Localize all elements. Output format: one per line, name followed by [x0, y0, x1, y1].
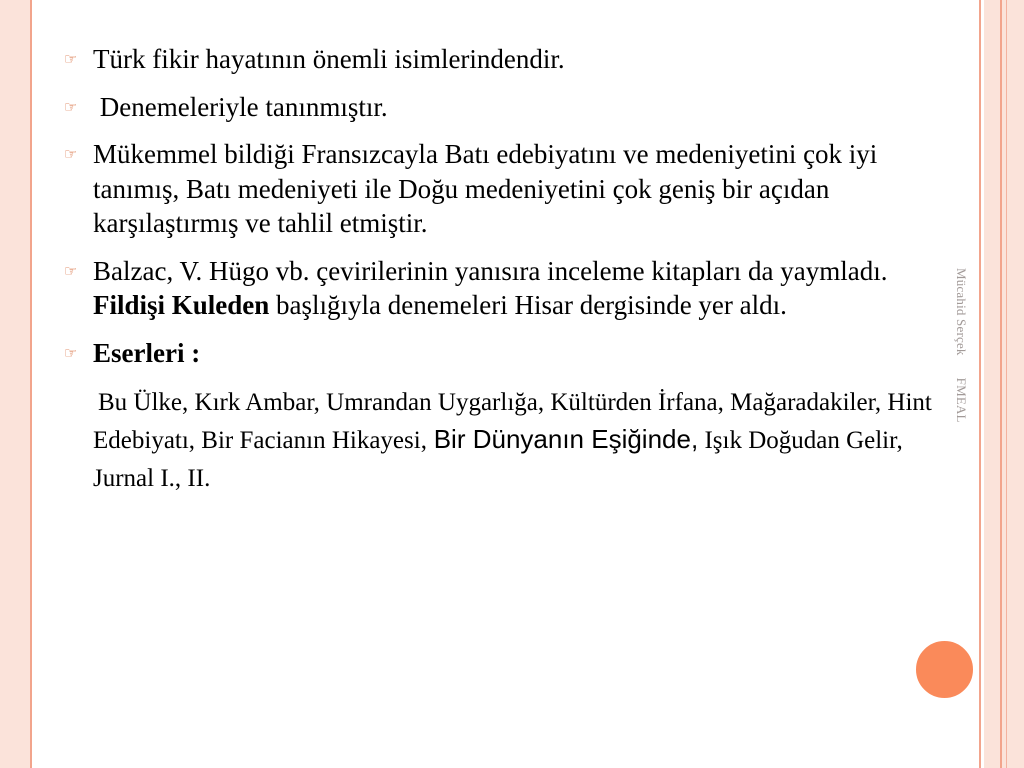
- bullet-item: [60, 137, 940, 241]
- left-border-band: [0, 0, 30, 768]
- bullet-text: Türk fikir hayatının önemli isimlerindendir.: [93, 44, 565, 74]
- bullet-item: [60, 254, 940, 323]
- slide-content: [60, 42, 940, 497]
- right-border-band: [984, 0, 1024, 768]
- pointing-hand-icon: ☞: [64, 261, 78, 280]
- works-text-2: Bir Dünyanın Eşiğinde,: [433, 424, 699, 454]
- right-border-line-inner: [979, 0, 981, 768]
- accent-dot: [914, 639, 975, 700]
- bullet-text-start: Balzac, V. Hügo vb. çevirilerinin yanısıra inceleme kitapları da yaymladı.: [93, 255, 888, 286]
- right-border-line-outer: [1006, 0, 1007, 768]
- pointing-hand-icon: ☞: [64, 97, 78, 116]
- side-note: [953, 268, 969, 423]
- left-border-line: [30, 0, 32, 768]
- works-text-3: Işık Doğudan Gelir, Jurnal I., II.: [93, 427, 903, 492]
- department-name: FMEAL: [954, 377, 969, 423]
- pointing-hand-icon: ☞: [64, 50, 78, 68]
- right-border-line-middle: [1000, 0, 1002, 768]
- bullet-text: Mükemmel bildiği Fransızcayla Batı edebiyatını ve medeniyetini çok iyi tanımış, Batı medeniyeti ile Doğu medeniyetini çok geniş bir açıdan karşılaştırmış ve tahlil etmiştir.: [93, 139, 878, 238]
- works-heading: Eserleri :: [93, 337, 201, 368]
- bullet-item: [60, 42, 940, 77]
- works-text-1: Bu Ülke, Kırk Ambar, Umrandan Uygarlığa, Kültürden İrfana, Mağaradakiler, Hint Edebiyatı, Bir Facianın Hikayesi,: [93, 389, 932, 454]
- author-name: Mücahid Serçek: [954, 268, 969, 356]
- bullet-item: [60, 336, 940, 371]
- bullet-item: [60, 90, 940, 125]
- bullet-text: Denemeleriyle tanınmıştır.: [93, 91, 388, 122]
- pointing-hand-icon: ☞: [64, 145, 78, 163]
- bullet-text-bold: Fildişi Kuleden: [93, 290, 270, 320]
- bullet-text-end: başlığıyla denemeleri Hisar dergisinde yer aldı.: [269, 290, 787, 320]
- pointing-hand-icon: ☞: [64, 343, 78, 362]
- works-list: [60, 383, 940, 497]
